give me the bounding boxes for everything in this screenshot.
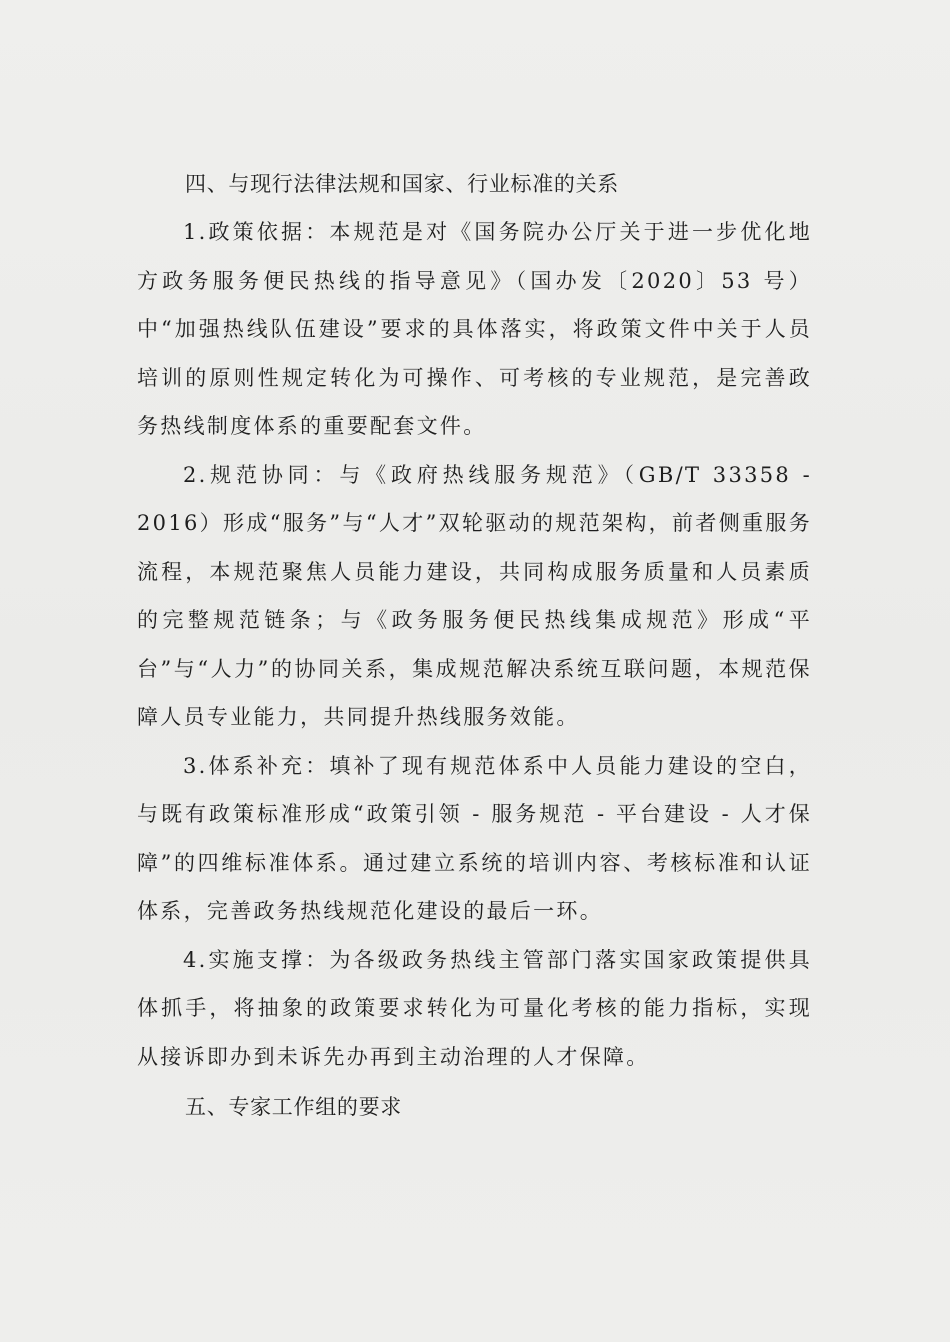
paragraph-system-supplement: 3.体系补充：填补了现有规范体系中人员能力建设的空白，与既有政策标准形成“政策引领 - 服务规范 - 平台建设 - 人才保障”的四维标准体系。通过建立系统的培训内容、考核标准和认证体系，完善政务热线规范化建设的最后一环。 xyxy=(137,753,812,923)
paragraph-implementation-support: 4.实施支撑：为各级政务热线主管部门落实国家政策提供具体抓手，将抽象的政策要求转化为可量化考核的能力指标，实现从接诉即办到未诉先办再到主动治理的人才保障。 xyxy=(137,947,812,1069)
paragraph-policy-basis: 1.政策依据：本规范是对《国务院办公厅关于进一步优化地方政务服务便民热线的指导意见》（国办发〔2020〕53 号）中“加强热线队伍建设”要求的具体落实，将政策文件中关于人员培训的原则性规定转化为可操作、可考核的专业规范，是完善政务热线制度体系的重要配套文件。 xyxy=(137,220,812,438)
section-5-heading: 五、专家工作组的要求 xyxy=(185,1095,402,1119)
document-body xyxy=(137,160,812,1131)
paragraph-standard-coordination: 2.规范协同：与《政府热线服务规范》（GB/T 33358 - 2016）形成“服务”与“人才”双轮驱动的规范架构，前者侧重服务流程，本规范聚焦人员能力建设，共同构成服务质量和人员素质的完整规范链条；与《政务服务便民热线集成规范》形成“平台”与“人力”的协同关系，集成规范解决系统互联问题，本规范保障人员专业能力，共同提升热线服务效能。 xyxy=(137,462,812,729)
section-4-heading: 四、与现行法律法规和国家、行业标准的关系 xyxy=(185,172,619,196)
